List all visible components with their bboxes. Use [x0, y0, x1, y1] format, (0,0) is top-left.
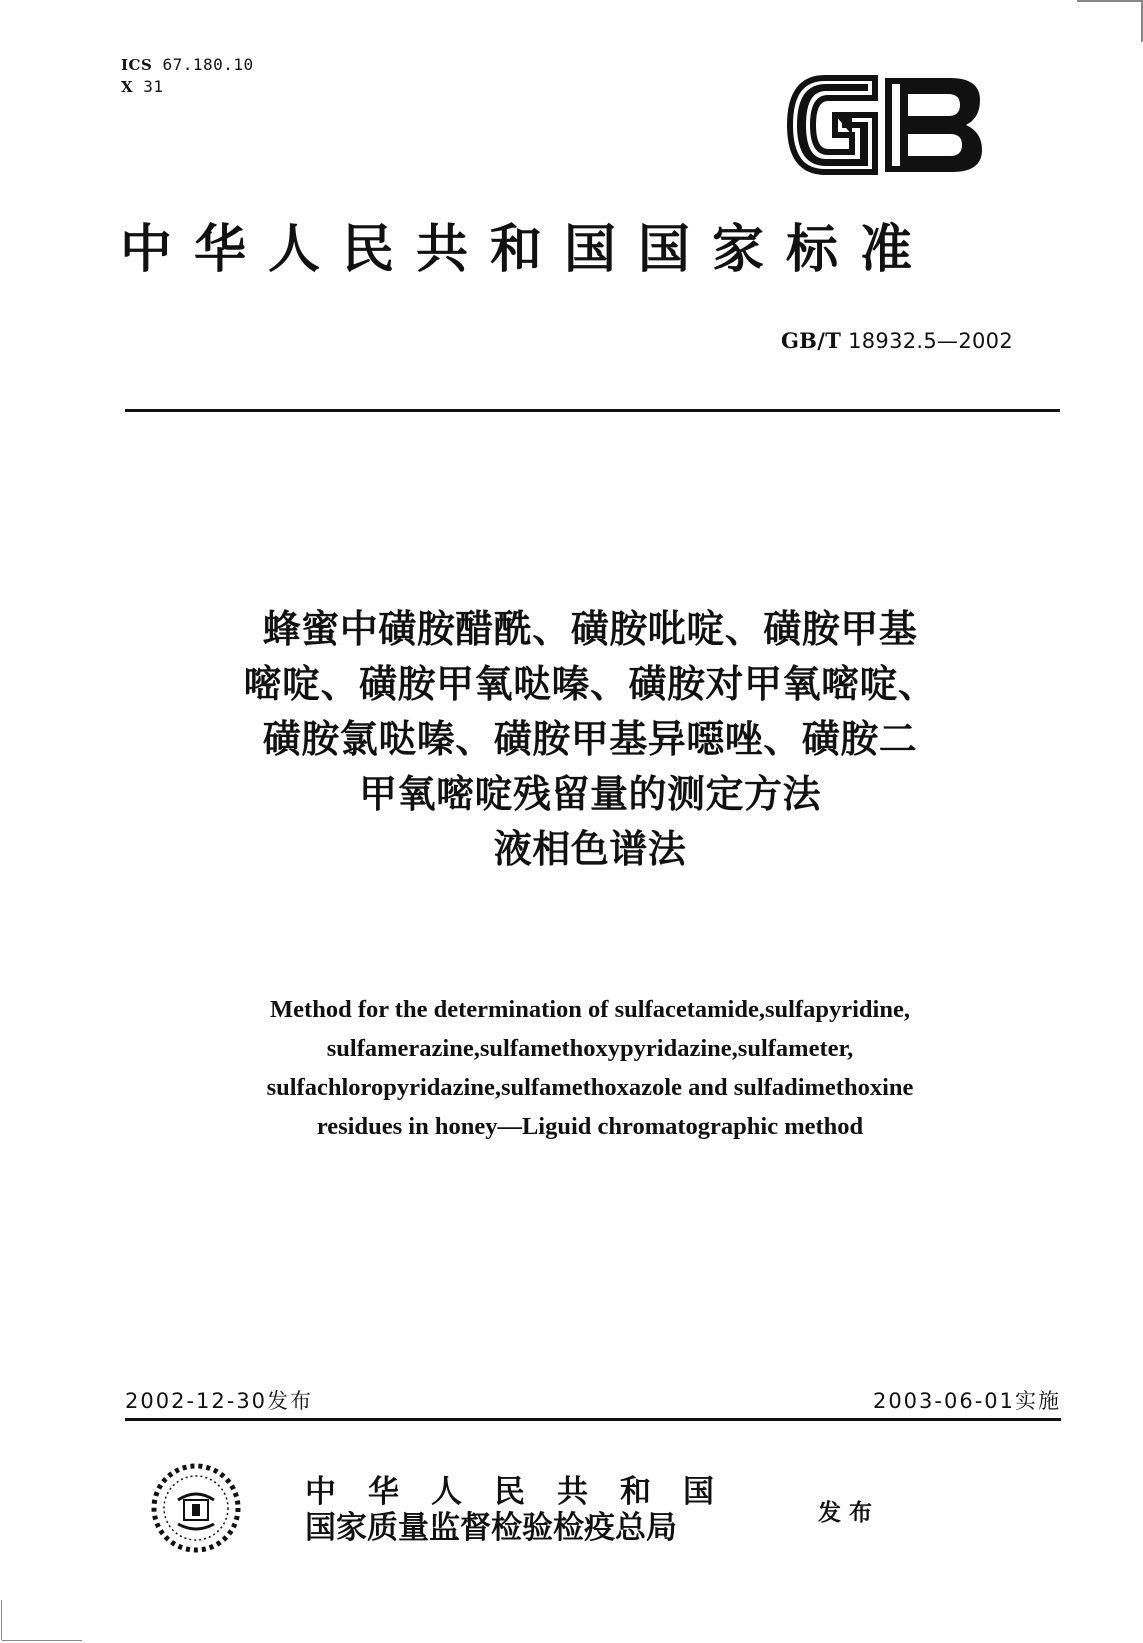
english-title-line: sulfachloropyridazine,sulfamethoxazole and sulfadimethoxine: [266, 1074, 914, 1101]
chinese-title-line: 甲氧嘧啶残留量的测定方法: [358, 772, 821, 816]
ccs-line: [121, 76, 254, 98]
chinese-title-line: 嘧啶、磺胺甲氧哒嗪、磺胺对甲氧嘧啶、: [243, 662, 937, 706]
classification-codes: [121, 54, 254, 98]
publish-date-label: 发布: [267, 1389, 314, 1413]
english-title-line: Method for the determination of sulfacetamide,sulfapyridine,: [270, 996, 910, 1023]
implement-date-label: 实施: [1015, 1389, 1061, 1413]
ics-label: ICS: [121, 56, 153, 74]
issuing-authority: [305, 1474, 746, 1546]
implement-date-value: 2003-06-01: [872, 1389, 1015, 1413]
standard-prefix: GB/T: [780, 328, 842, 353]
chinese-title-line: 蜂蜜中磺胺醋酰、磺胺吡啶、磺胺甲基: [262, 607, 918, 651]
publish-date-value: 2002-12-30: [125, 1389, 268, 1413]
ics-line: [121, 54, 254, 76]
chinese-title-line: 液相色谱法: [493, 827, 687, 871]
chinese-title: [130, 602, 1050, 877]
english-title-line: residues in honey—Liguid chromatographic method: [316, 1113, 864, 1140]
issuer-country: 中华人民共和国: [305, 1474, 746, 1510]
national-standard-title: 中华人民共和国国家标准: [120, 219, 935, 280]
issuer-agency: 国家质量监督检验检疫总局: [305, 1510, 677, 1546]
ccs-code: 31: [143, 77, 164, 96]
footer-divider: [125, 1418, 1061, 1421]
standard-number: [781, 328, 1013, 353]
english-title-line: sulfamerazine,sulfamethoxypyridazine,sulfameter,: [326, 1035, 854, 1062]
scan-edge-mark: [1077, 0, 1143, 2]
standard-code: 18932.5—2002: [848, 329, 1013, 353]
chinese-title-line: 磺胺氯哒嗪、磺胺甲基异噁唑、磺胺二: [262, 717, 918, 761]
ics-code: 67.180.10: [162, 55, 254, 74]
english-title: [130, 990, 1050, 1146]
issuer-action-label: 发布: [818, 1499, 880, 1526]
ccs-label: X: [121, 78, 134, 96]
official-seal-icon: [150, 1462, 242, 1554]
gb-logo-icon: [780, 70, 990, 180]
header-divider: [125, 409, 1060, 412]
scan-edge-mark: [2, 1640, 82, 1641]
publish-date: [125, 1385, 313, 1415]
implement-date: [873, 1385, 1061, 1415]
scan-edge-mark: [1, 1600, 2, 1640]
